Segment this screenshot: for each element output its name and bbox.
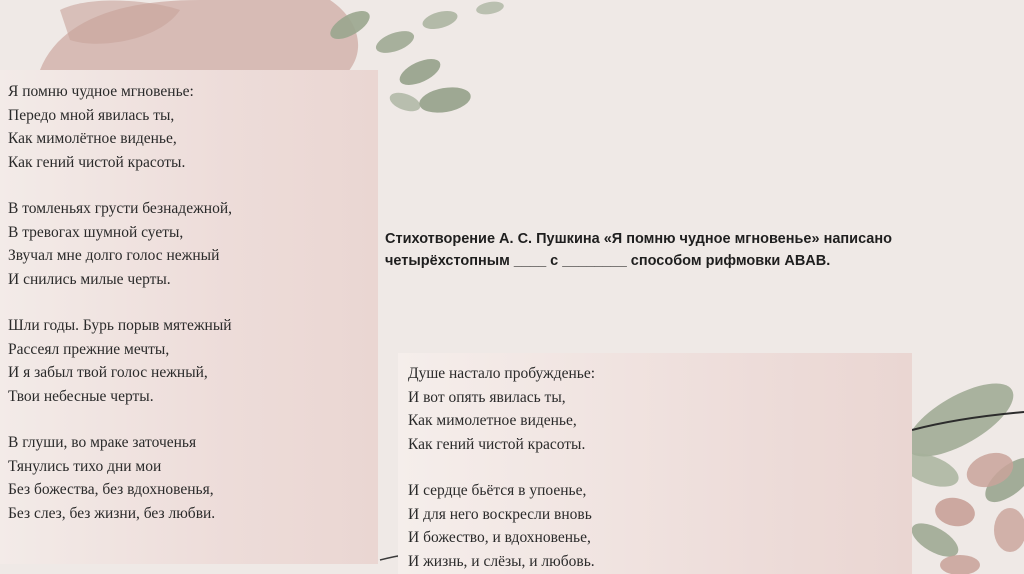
stanza-6 (408, 479, 912, 573)
poem-left-panel (0, 70, 378, 564)
stanza-5 (408, 362, 912, 456)
poem-line: И для него воскресли вновь (408, 505, 592, 523)
poem-line: Как гений чистой красоты. (8, 153, 186, 171)
poem-line: В тревогах шумной суеты, (8, 223, 184, 241)
stanza-1 (8, 80, 378, 174)
poem-line: И божество, и вдохновенье, (408, 529, 591, 546)
petal-right-2 (933, 495, 977, 530)
leaf-3 (421, 8, 460, 33)
leaf-5 (417, 84, 472, 117)
leaf-6 (387, 89, 423, 115)
poem-line: И сердце бьётся в упоенье, (408, 482, 587, 499)
poem-line: Я помню чудное мгновенье: (8, 83, 194, 100)
stanza-3 (8, 314, 378, 408)
poem-line: Твои небесные черты. (8, 387, 154, 405)
petal-right-4 (940, 555, 980, 574)
leaf-4 (396, 54, 444, 91)
poem-line: Душе настало пробужденье: (408, 365, 596, 382)
prompt-line-2: четырёхстопным ____ с ________ способом рифмовки ABAB. (385, 253, 831, 269)
stanza-4 (8, 431, 378, 525)
poem-line: Как мимолётное виденье, (8, 130, 177, 147)
poem-line: Передо мной явилась ты, (8, 106, 175, 124)
poem-right-panel (398, 353, 912, 574)
leaf-2 (373, 27, 417, 58)
poem-line: И вот опять явилась ты, (408, 388, 566, 406)
poem-line: И я забыл твой голос нежный, (8, 364, 208, 381)
poem-line: Тянулись тихо дни мои (8, 457, 162, 475)
poem-line: В глуши, во мраке заточенья (8, 434, 197, 451)
stanza-2 (8, 197, 378, 291)
poem-line: Как гений чистой красоты. (408, 435, 586, 453)
poem-line: Шли годы. Бурь порыв мятежный (8, 317, 232, 334)
poem-line: И жизнь, и слёзы, и любовь. (408, 552, 595, 570)
poem-line: Рассеял прежние мечты, (8, 340, 170, 358)
poem-line: В томленьях грусти безнадежной, (8, 200, 232, 217)
petal-right-3 (994, 508, 1024, 552)
poem-line: Звучал мне долго голос нежный (8, 247, 220, 264)
leaf-7 (475, 0, 505, 16)
poem-line: Как мимолетное виденье, (408, 412, 577, 429)
poem-line: Без божества, без вдохновенья, (8, 481, 214, 498)
poem-line: Без слез, без жизни, без любви. (8, 504, 216, 522)
fill-in-prompt (385, 228, 945, 272)
poem-line: И снились милые черты. (8, 270, 171, 288)
prompt-line-1: Стихотворение А. С. Пушкина «Я помню чудное мгновенье» написано (385, 231, 892, 247)
